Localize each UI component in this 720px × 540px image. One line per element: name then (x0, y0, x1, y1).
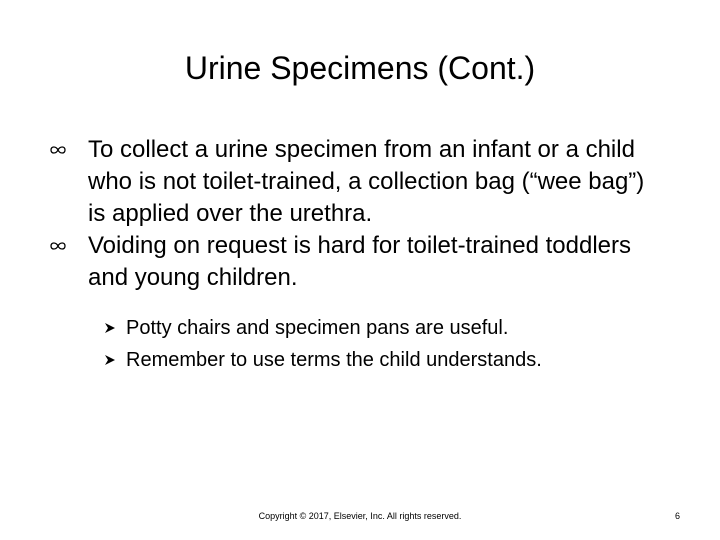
sub-bullet-list (104, 312, 664, 376)
slide-title: Urine Specimens (Cont.) (184, 50, 536, 86)
arrowhead-icon (104, 312, 116, 344)
bullet-list (44, 134, 664, 294)
bullet-item (44, 230, 664, 294)
bullet-text: Voiding on request is hard for toilet-trained toddlers and young children. (88, 232, 631, 291)
bullet-text: To collect a urine specimen from an infant or a child who is not toilet-trained, a collection bag (“wee bag”) is applied over the urethra. (88, 136, 645, 227)
sub-bullet-item (104, 344, 664, 376)
sub-bullet-text: Potty chairs and specimen pans are useful. (126, 317, 509, 339)
copyright-footer: Copyright © 2017, Elsevier, Inc. All rights reserved. (258, 511, 462, 521)
sub-bullet-text: Remember to use terms the child understands. (126, 349, 542, 371)
arrowhead-icon (104, 344, 116, 376)
infinity-swirl-icon (44, 134, 72, 166)
page-number: 6 (674, 511, 680, 521)
infinity-swirl-icon (44, 230, 72, 262)
bullet-item (44, 134, 664, 230)
sub-bullet-item (104, 312, 664, 344)
